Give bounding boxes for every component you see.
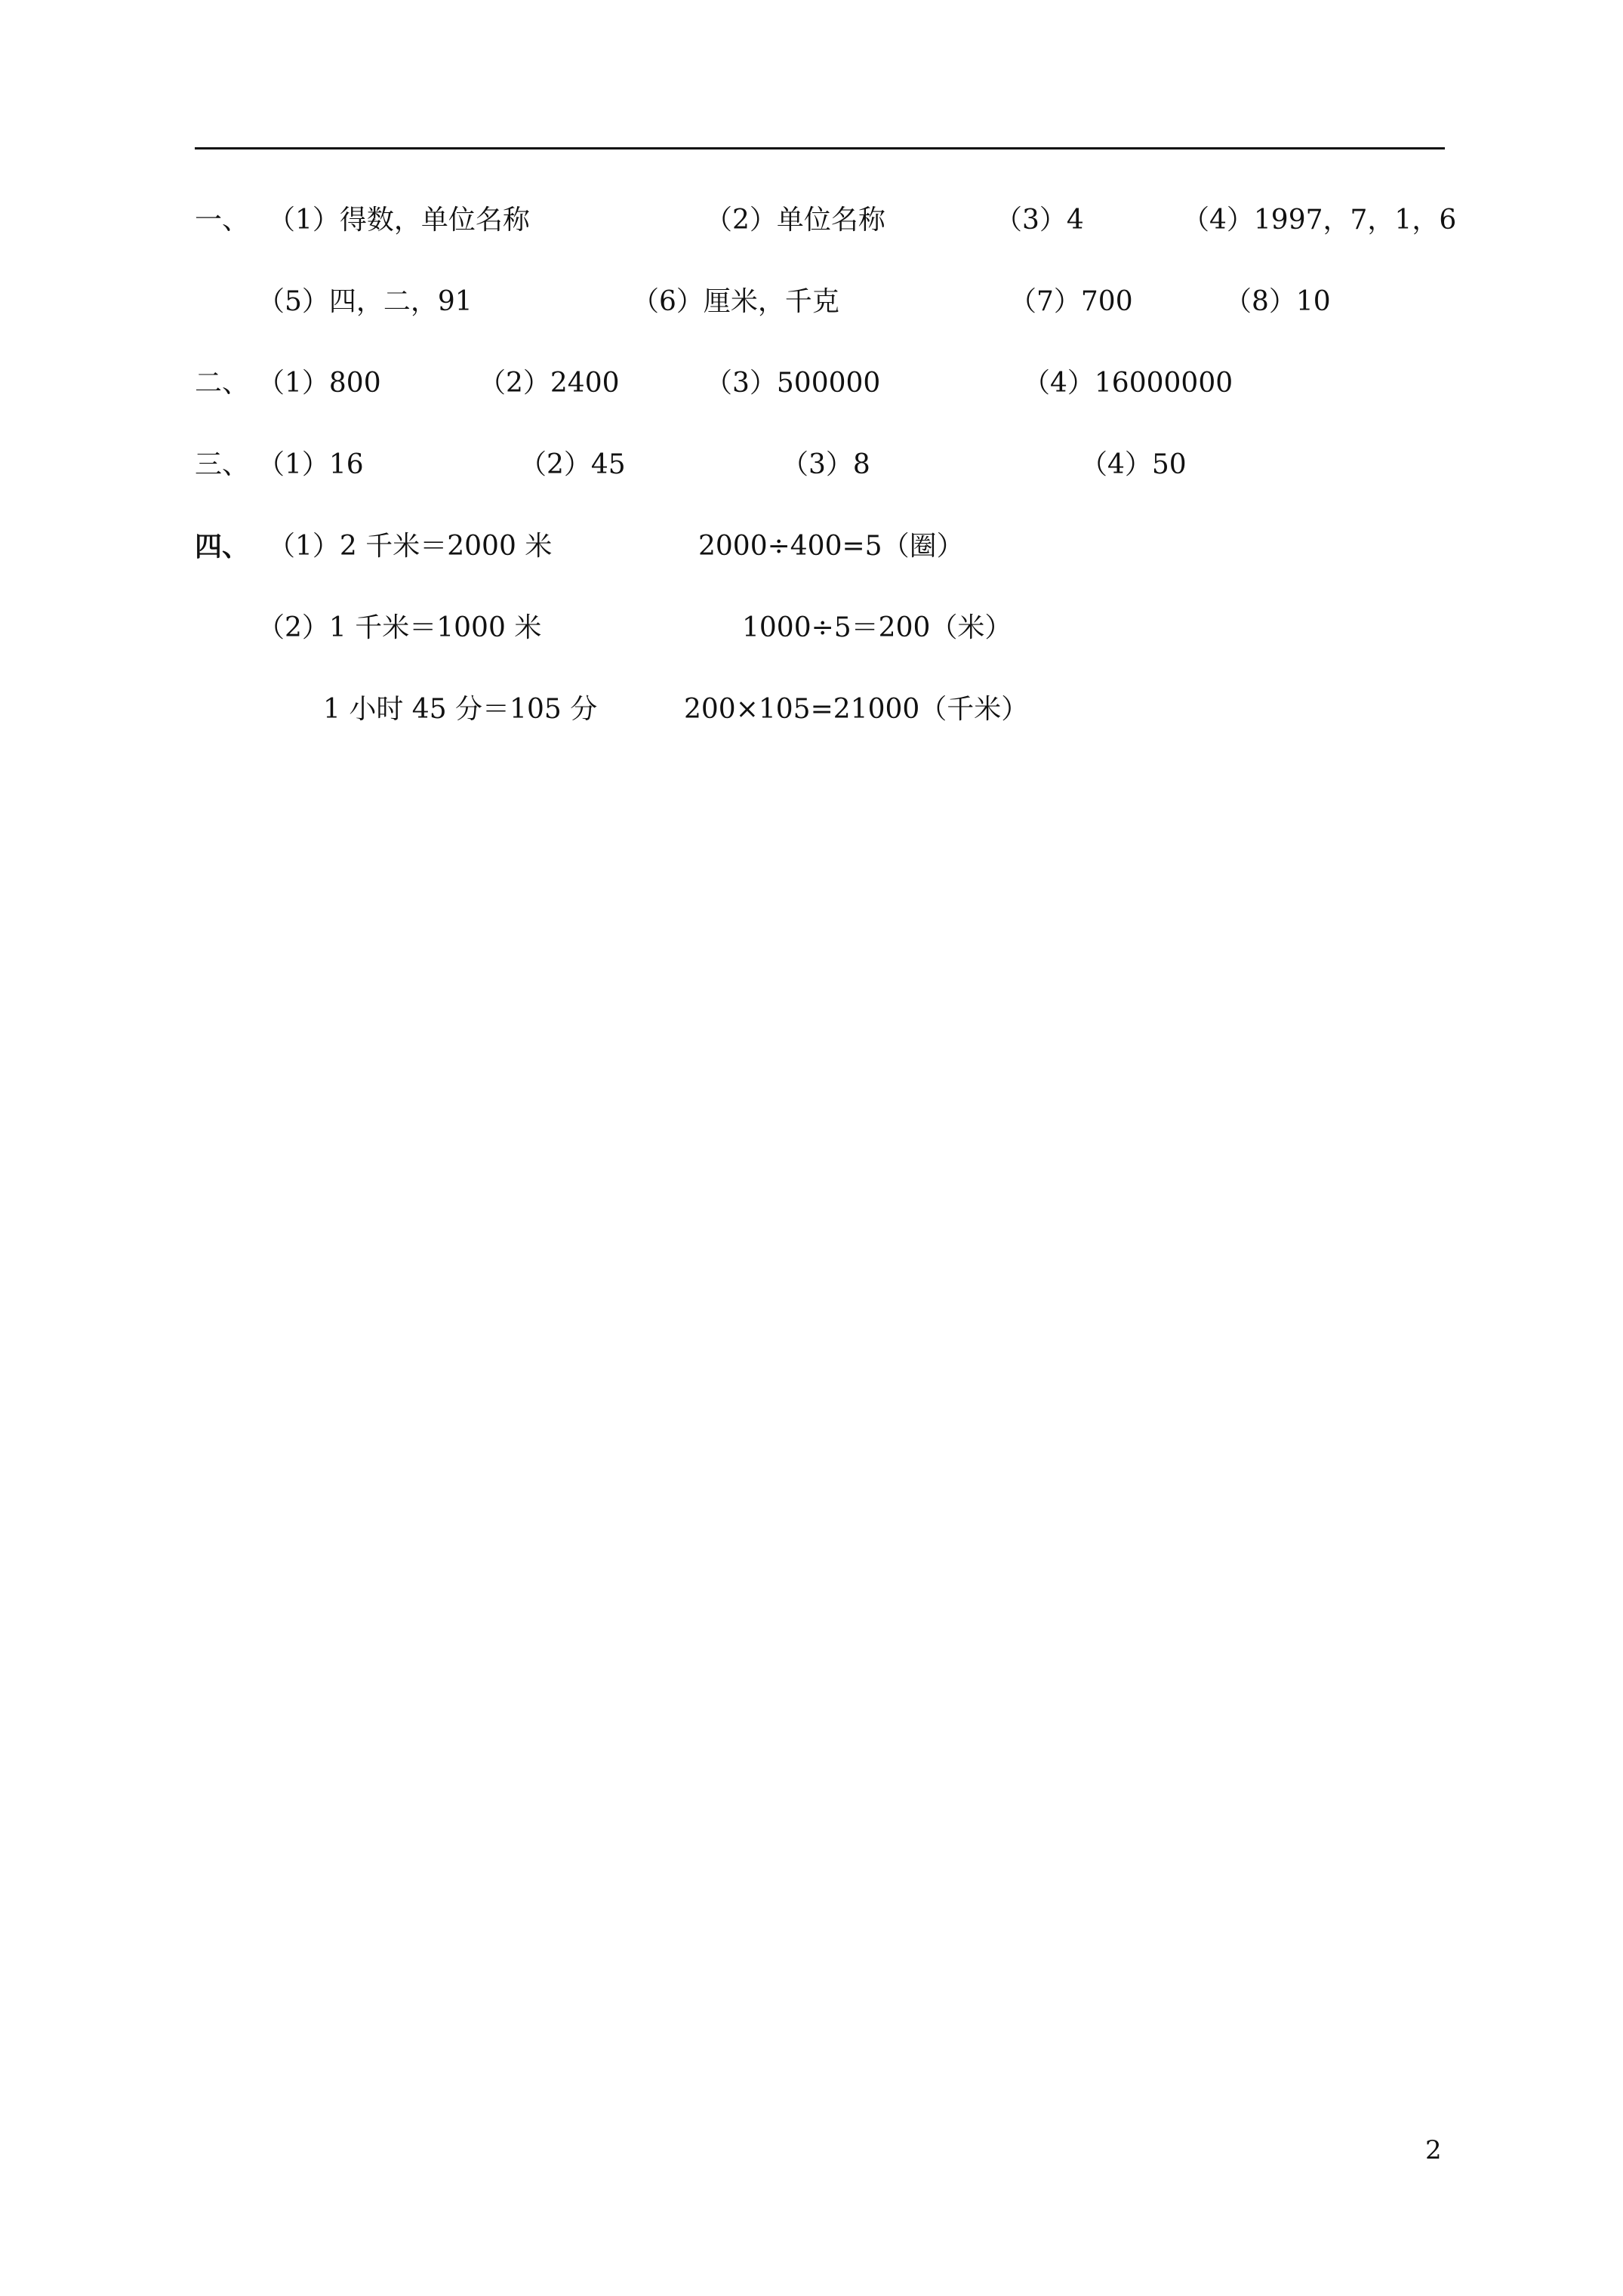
section-four-item-2: 2000÷400=5（圈） bbox=[698, 531, 964, 562]
section-two-item-4: （4）16000000 bbox=[1023, 368, 1233, 399]
section-two-item-2: （2）2400 bbox=[479, 368, 620, 399]
section-two-item-3: （3）500000 bbox=[705, 368, 881, 399]
section-one-item-6: （6）厘米，千克 bbox=[632, 286, 839, 317]
section-four-item-5: 1 小时 45 分＝105 分 bbox=[323, 694, 598, 725]
section-three-item-4: （4）50 bbox=[1080, 449, 1187, 480]
section-four-label: 四、 bbox=[195, 531, 250, 562]
section-four-item-3: （2）1 千米＝1000 米 bbox=[257, 612, 542, 643]
header-rule bbox=[195, 147, 1445, 149]
section-one-item-3: （3）4 bbox=[995, 205, 1084, 236]
section-four-item-4: 1000÷5＝200（米） bbox=[742, 612, 1012, 643]
section-one-item-5: （5）四，二，91 bbox=[257, 286, 473, 317]
section-three-item-2: （2）45 bbox=[519, 449, 626, 480]
section-four-item-6: 200×105=21000（千米） bbox=[684, 694, 1029, 725]
section-three-item-1: （1）16 bbox=[257, 449, 364, 480]
section-three-label: 三、 bbox=[195, 449, 250, 480]
section-three-item-3: （3）8 bbox=[781, 449, 870, 480]
section-one-item-8: （8）10 bbox=[1224, 286, 1331, 317]
page-number: 2 bbox=[1425, 2135, 1442, 2165]
section-one-label: 一、 bbox=[195, 205, 250, 236]
section-one-item-2: （2）单位名称 bbox=[705, 205, 885, 236]
section-four-item-1: （1）2 千米＝2000 米 bbox=[268, 531, 553, 562]
section-two-item-1: （1）800 bbox=[257, 368, 381, 399]
section-one-item-7: （7）700 bbox=[1009, 286, 1133, 317]
section-two-label: 二、 bbox=[195, 368, 250, 399]
section-one-item-4: （4）1997，7，1，6 bbox=[1182, 205, 1457, 236]
section-one-item-1: （1）得数，单位名称 bbox=[268, 205, 530, 236]
